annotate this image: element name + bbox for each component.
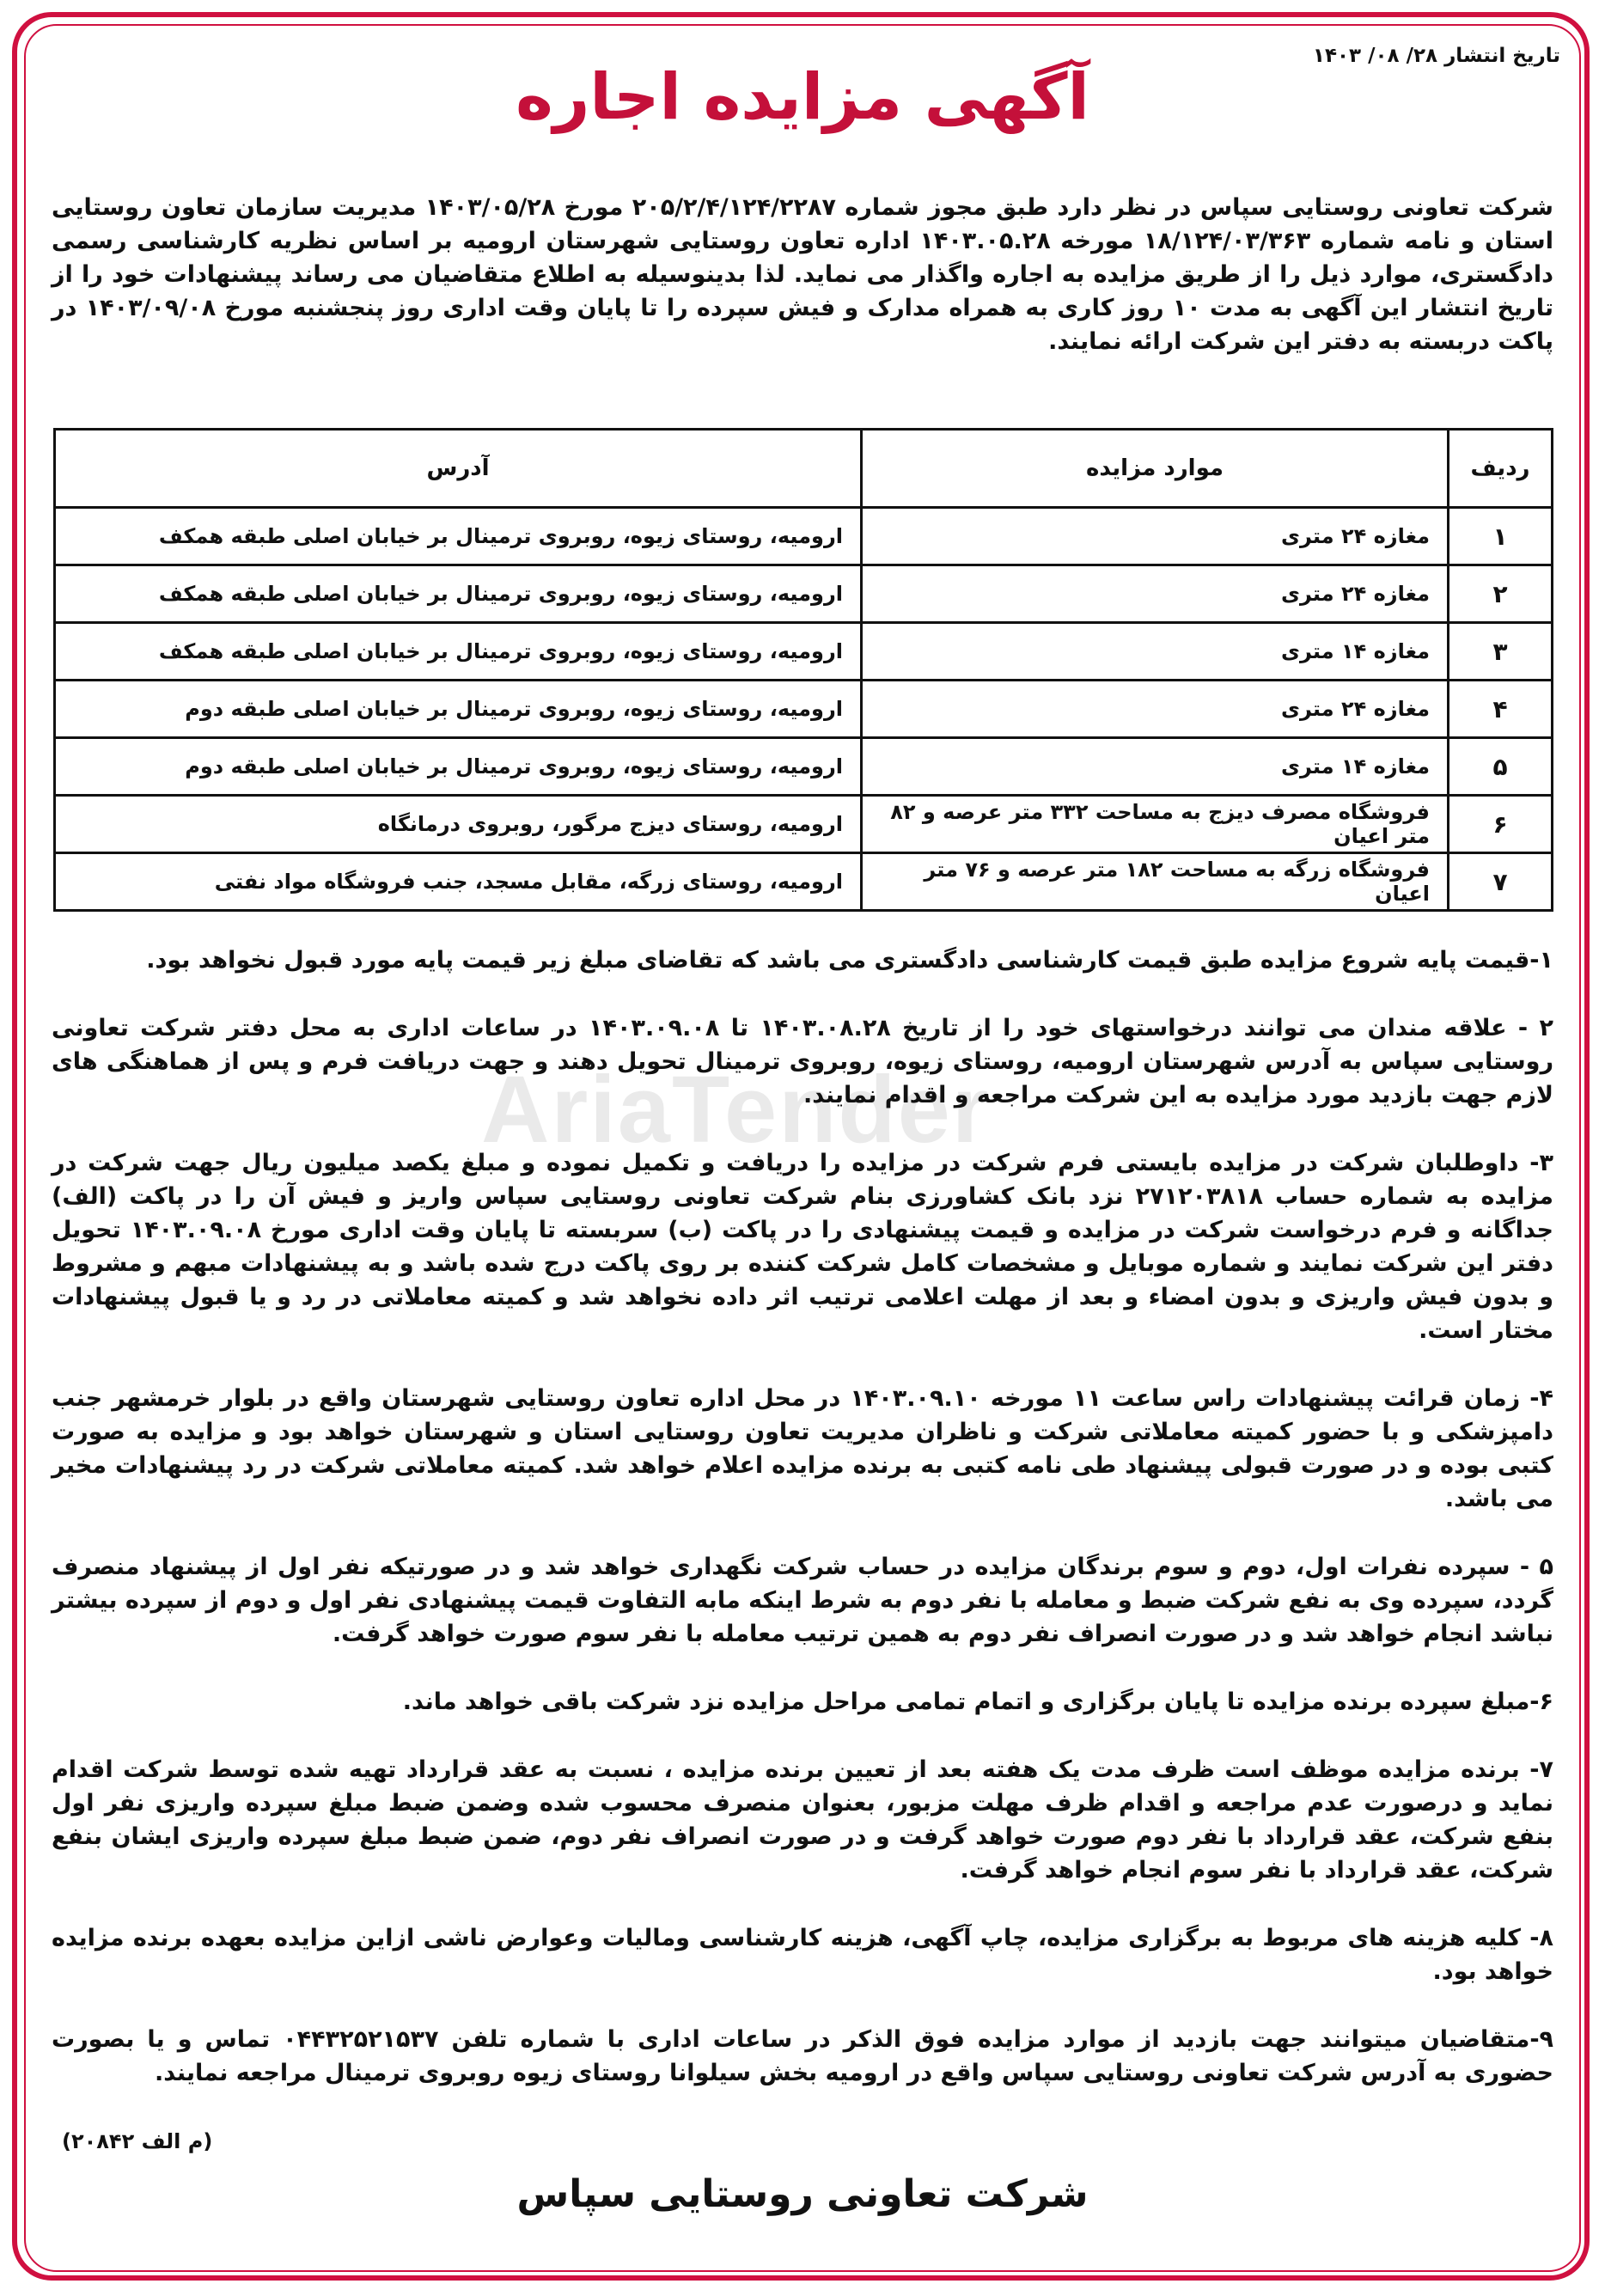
row-item: مغازه ۱۴ متری (862, 738, 1449, 796)
row-number: ۳ (1449, 623, 1553, 681)
table-row (55, 738, 1553, 796)
row-item: فروشگاه مصرف دیزج به مساحت ۳۳۲ متر عرصه و ۸۲ متر اعیان (862, 796, 1449, 853)
clause-2: ۲ - علاقه مندان می توانند درخواستهای خود را از تاریخ ۱۴۰۳.۰۸.۲۸ تا ۱۴۰۳.۰۹.۰۸ در ساعات اداری به محل دفتر شرکت تعاونی روستایی سپاس به آدرس شهرستان ارومیه، روستای زیوه، روبروی ترمینال تحویل دهند و جهت دریافت فرم و پس از هماهنگی های لازم جهت بازدید مورد مزایده به این شرکت مراجعه و اقدام نمایند. (52, 1015, 1553, 1108)
row-number: ۶ (1449, 796, 1553, 853)
row-address: ارومیه، روستای زیوه، روبروی ترمینال بر خیابان اصلی طبقه همکف (55, 565, 862, 623)
header-address: آدرس (55, 430, 862, 508)
row-item: مغازه ۲۴ متری (862, 508, 1449, 565)
clause-9: ۹-متقاضیان میتوانند جهت بازدید از موارد مزایده فوق الذکر در ساعات اداری با شماره تلفن ۰۴۴۳۲۵۲۱۵۳۷ تماس و یا بصورت حضوری به آدرس شرکت تعاونی روستایی سپاس واقع در ارومیه بخش سیلوانا روستای زیوه روبروی ترمینال مراجعه نمایند. (52, 2026, 1554, 2086)
publication-date: تاریخ انتشار ۲۸/ ۰۸/ ۱۴۰۳ (1312, 45, 1560, 67)
row-address: ارومیه، روستای زیوه، روبروی ترمینال بر خیابان اصلی طبقه دوم (55, 738, 862, 796)
header-item: موارد مزایده (862, 430, 1449, 508)
row-number: ۵ (1449, 738, 1553, 796)
table-row (55, 796, 1553, 853)
table-row (55, 853, 1553, 911)
table-row (55, 508, 1553, 565)
row-number: ۴ (1449, 681, 1553, 738)
row-number: ۲ (1449, 565, 1553, 623)
table-row (55, 681, 1553, 738)
row-address: ارومیه، روستای زیوه، روبروی ترمینال بر خیابان اصلی طبقه دوم (55, 681, 862, 738)
row-address: ارومیه، روستای زیوه، روبروی ترمینال بر خیابان اصلی طبقه همکف (55, 508, 862, 565)
row-item: مغازه ۲۴ متری (862, 565, 1449, 623)
table-row (55, 623, 1553, 681)
row-address: ارومیه، روستای زرگه، مقابل مسجد، جنب فروشگاه مواد نفتی (55, 853, 862, 911)
row-item: مغازه ۲۴ متری (862, 681, 1449, 738)
watermark-logo: AriaTender (481, 1057, 991, 1163)
clause-7: ۷- برنده مزایده موظف است ظرف مدت یک هفته بعد از تعیین برنده مزایده ، نسبت به عقد قرارداد تهیه شده توسط شرکت اقدام نماید و درصورت عدم مراجعه و اقدام ظرف مهلت مزبور، بعنوان منصرف محسوب شده وضمن ضبط مبلغ سپرده واریزی نفر اول بنفع شرکت، عقد قرارداد با نفر دوم صورت خواهد گرفت و در صورت انصراف نفر دوم، ضمن ضبط مبلغ سپرده واریزی ایشان بنفع شرکت، عقد قرارداد با نفر سوم انجام خواهد گرفت. (52, 1756, 1553, 1884)
clause-6: ۶-مبلغ سپرده برنده مزایده تا پایان برگزاری و اتمام تمامی مراحل مزایده نزد شرکت باقی خواهد ماند. (402, 1688, 1553, 1715)
clause-3: ۳- داوطلبان شرکت در مزایده بایستی فرم شرکت در مزایده را دریافت و تکمیل نموده و مبلغ یکصد میلیون ریال جهت شرکت در مزایده به شماره حساب ۲۷۱۲۰۳۸۱۸ نزد بانک کشاورزی بنام شرکت تعاونی روستایی سپاس واریز و فیش آن را در پاکت (الف) جداگانه و فرم درخواست شرکت در مزایده و قیمت پیشنهادی را در پاکت (ب) سربسته تا پایان وقت اداری مورخ ۱۴۰۳.۰۹.۰۸ تحویل دفتر این شرکت نمایند و شماره موبایل و مشخصات کامل شرکت کننده بر روی پاکت درج شده باشد و به پیشنهادات مبهم و مشروط و بدون فیش واریزی و بدون امضاء و بعد از مهلت اعلامی ترتیب اثر داده نخواهد شد و کمیته معاملاتی در رد و یا قبول پیشنهادات مختار است. (52, 1150, 1553, 1344)
row-number: ۱ (1449, 508, 1553, 565)
intro-paragraph: شرکت تعاونی روستایی سپاس در نظر دارد طبق مجوز شماره ۲۰۵/۲/۴/۱۲۴/۲۲۸۷ مورخ ۱۴۰۳/۰۵/۲۸ مدیریت سازمان تعاون روستایی استان و نامه شماره ۱۸/۱۲۴/۰۳/۳۶۳ مورخه ۱۴۰۳.۰۵.۲۸ اداره تعاون روستایی شهرستان ارومیه بر اساس نظریه کارشناسی رسمی دادگستری، موارد ذیل را از طریق مزایده به اجاره واگذار می نماید. لذا بدینوسیله به اطلاع متقاضیان می رساند پیشنهادات خود را از تاریخ انتشار این آگهی به مدت ۱۰ روز کاری به همراه مدارک و فیش سپرده را تا پایان وقت اداری روز پنجشنبه مورخ ۱۴۰۳/۰۹/۰۸ در پاکت دربسته به دفتر این شرکت ارائه نمایند. (52, 194, 1553, 355)
footer-company-name: شرکت تعاونی روستایی سپاس (516, 2172, 1089, 2216)
row-item: فروشگاه زرگه به مساحت ۱۸۲ متر عرصه و ۷۶ متر اعیان (862, 853, 1449, 911)
row-address: ارومیه، روستای دیزج مرگور، روبروی درمانگاه (55, 796, 862, 853)
clause-8: ۸- کلیه هزینه های مربوط به برگزاری مزایده، چاپ آگهی، هزینه کارشناسی ومالیات وعوارض ناشی ازاین مزایده بعهده برنده مزایده خواهد بود. (52, 1925, 1553, 1985)
clause-5: ۵ - سپرده نفرات اول، دوم و سوم برندگان مزایده در حساب شرکت نگهداری خواهد شد و در صورتیکه نفر اول از پیشنهاد منصرف گردد، سپرده وی به نفع شرکت ضبط و معامله با نفر دوم به شرط اینکه مابه التفاوت قیمت پیشنهادی نفر اول و دوم از سپرده بیشتر نباشد انجام خواهد شد و در صورت انصراف نفر دوم به همین ترتیب معامله با نفر سوم صورت خواهد گرفت. (52, 1554, 1553, 1647)
reference-code: (م الف ۲۰۸۴۲) (62, 2129, 213, 2153)
header-row-number: ردیف (1449, 430, 1553, 508)
table-row (55, 565, 1553, 623)
row-item: مغازه ۱۴ متری (862, 623, 1449, 681)
clauses-section (52, 943, 1553, 2124)
row-address: ارومیه، روستای زیوه، روبروی ترمینال بر خیابان اصلی طبقه همکف (55, 623, 862, 681)
row-number: ۷ (1449, 853, 1553, 911)
auction-table (53, 428, 1553, 912)
clause-4: ۴- زمان قرائت پیشنهادات راس ساعت ۱۱ مورخه ۱۴۰۳.۰۹.۱۰ در محل اداره تعاون روستایی شهرستان واقع در بلوار خرمشهر جنب دامپزشکی و با حضور کمیته معاملاتی شرکت و ناظران مدیریت تعاون روستایی استان و شهرستان خواهد بود و مزایده به صورت کتبی بوده و در صورت قبولی پیشنهاد طی نامه کتبی به برنده مزایده اعلام خواهد شد. کمیته معاملاتی شرکت در رد پیشنهادات مخیر می باشد. (52, 1385, 1553, 1512)
page-title: آگهی مزایده اجاره (516, 60, 1089, 134)
clause-1: ۱-قیمت پایه شروع مزایده طبق قیمت کارشناسی دادگستری می باشد که تقاضای مبلغ زیر قیمت پایه مورد قبول نخواهد بود. (146, 947, 1553, 974)
table-header-row (55, 430, 1553, 508)
